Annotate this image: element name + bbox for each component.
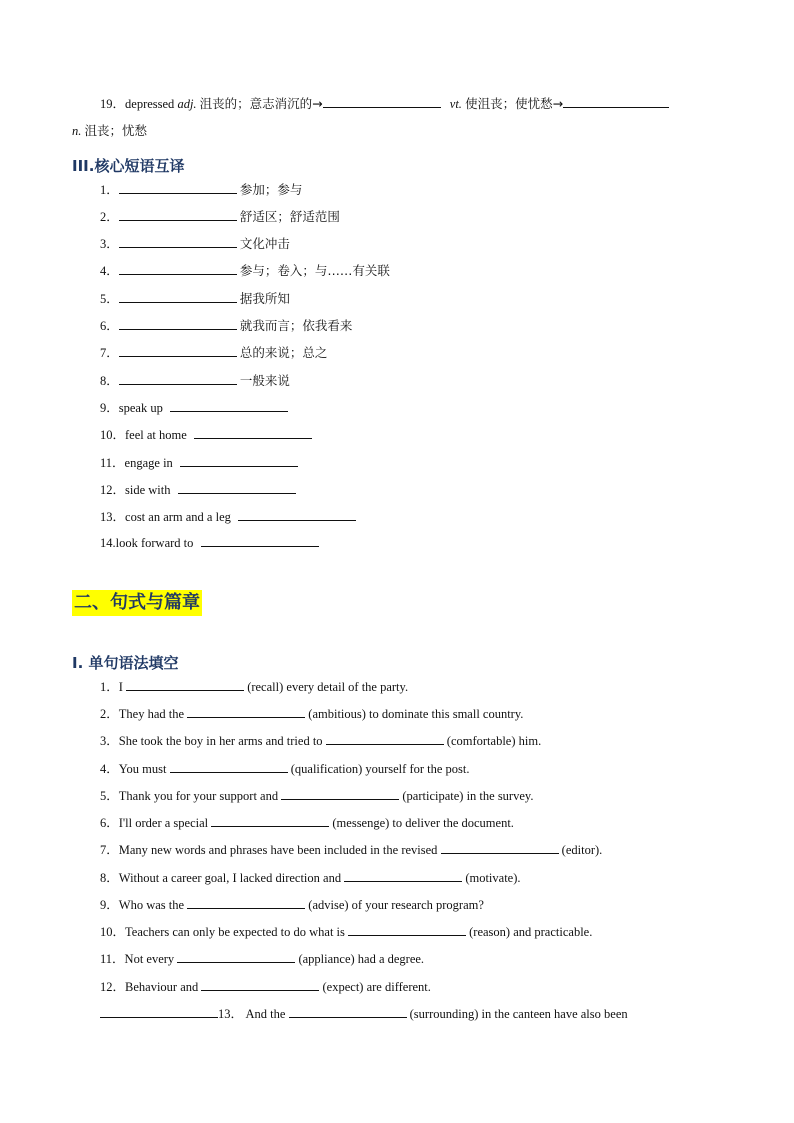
phrase-meaning: 一般来说 [239,373,290,388]
section-heading-sentences: 二、句式与篇章 [72,590,202,616]
grammar-item [100,705,523,723]
answer-blank[interactable] [194,426,312,439]
answer-blank[interactable] [238,508,356,521]
answer-blank[interactable] [100,1005,218,1018]
item-number: 5． [100,292,119,306]
item-number: 13． [218,1007,244,1021]
sentence-start: I'll order a special [118,816,209,830]
answer-blank[interactable] [119,208,237,221]
phrase-text: cost an arm and a leg [125,510,231,524]
item-number: 10． [100,428,126,442]
answer-blank[interactable] [211,814,329,827]
phrase-item [100,208,340,226]
vocab-word: depressed [125,97,175,111]
grammar-item [100,841,602,859]
item-number: 7． [100,346,119,360]
answer-blank[interactable] [441,841,559,854]
answer-blank[interactable] [119,235,237,248]
answer-blank[interactable] [119,262,237,275]
answer-blank[interactable] [323,95,441,108]
sentence-end: (surrounding) in the canteen have also been [409,1007,628,1021]
grammar-item [100,760,470,778]
sentence-end: (motivate). [465,871,521,885]
sentence-start: You must [118,762,167,776]
answer-blank[interactable] [201,978,319,991]
item-number: 9． [100,898,119,912]
phrase-text: side with [125,483,171,497]
phrase-text: speak up [118,401,163,415]
answer-blank[interactable] [178,481,296,494]
answer-blank[interactable] [281,787,399,800]
item-number: 6． [100,319,119,333]
phrase-item [100,399,288,417]
item-number: 1． [100,680,119,694]
sentence-start: Thank you for your support and [118,789,279,803]
answer-blank[interactable] [119,344,237,357]
section-heading-phrases: III.核心短语互译 [72,157,185,175]
answer-blank[interactable] [201,534,319,547]
answer-blank[interactable] [289,1005,407,1018]
phrase-meaning: 参加；参与 [239,182,303,197]
phrase-item [100,508,356,526]
answer-blank[interactable] [187,896,305,909]
answer-blank[interactable] [187,705,305,718]
item-number: 4． [100,264,119,278]
item-number: 13． [100,510,126,524]
item-number: 19． [100,97,126,111]
meaning: 使沮丧；使忧愁→ [465,96,564,111]
sentence-start: Behaviour and [125,980,199,994]
grammar-item [100,950,424,968]
meaning: 沮丧的；意志消沉的→ [199,96,323,111]
sentence-start: Without a career goal, I lacked direction and [118,871,342,885]
item-number: 2． [100,707,119,721]
sentence-end: (expect) are different. [322,980,431,994]
grammar-item [100,978,431,996]
item-number: 11． [100,456,125,470]
phrase-item [100,235,290,253]
item-number: 7． [100,843,119,857]
answer-blank[interactable] [344,869,462,882]
phrase-meaning: 舒适区；舒适范围 [239,209,340,224]
answer-blank[interactable] [170,399,288,412]
phrase-item [100,344,327,362]
sentence-start: She took the boy in her arms and tried to [118,734,323,748]
answer-blank[interactable] [119,181,237,194]
meaning: 沮丧；忧愁 [84,123,148,138]
sentence-end: (qualification) yourself for the post. [290,762,470,776]
sentence-start: I [118,680,123,694]
sentence-start: Teachers can only be expected to do what is [125,925,345,939]
item-number: 3． [100,237,119,251]
answer-blank[interactable] [180,454,298,467]
grammar-item [100,732,541,750]
grammar-item [100,787,533,805]
answer-blank[interactable] [126,678,244,691]
phrase-item [100,290,290,308]
sentence-start: Not every [124,952,175,966]
phrase-meaning: 文化冲击 [239,236,290,251]
answer-blank[interactable] [119,372,237,385]
answer-blank[interactable] [326,732,444,745]
sentence-start: Who was the [118,898,185,912]
vocab-item-19-cont [72,122,147,140]
answer-blank[interactable] [563,95,669,108]
sentence-end: (messenge) to deliver the document. [332,816,514,830]
phrase-item [100,372,290,390]
sentence-start: Many new words and phrases have been included in the revised [118,843,438,857]
phrase-meaning: 参与；卷入；与……有关联 [239,263,390,278]
phrase-meaning: 总的来说；总之 [239,345,328,360]
item-number: 12． [100,980,126,994]
phrase-text: feel at home [125,428,187,442]
subsection-heading-grammar: I. 单句语法填空 [72,654,179,672]
grammar-item [100,896,484,914]
phrase-item [100,454,298,472]
answer-blank[interactable] [119,317,237,330]
item-number: 8． [100,871,119,885]
item-number: 9． [100,401,119,415]
answer-blank[interactable] [177,950,295,963]
sentence-end: (editor). [561,843,603,857]
grammar-item [100,678,408,696]
phrase-item [100,426,312,444]
grammar-item [100,923,592,941]
sentence-end: (comfortable) him. [446,734,542,748]
part-of-speech: n. [72,124,82,138]
item-number: 11． [100,952,125,966]
grammar-item [100,814,514,832]
phrase-item [100,481,296,499]
item-number: 14. [100,536,116,550]
grammar-item [100,869,521,887]
item-number: 12． [100,483,126,497]
phrase-item [100,262,390,280]
phrase-meaning: 就我而言；依我看来 [239,318,353,333]
phrase-meaning: 据我所知 [239,291,290,306]
part-of-speech: vt. [449,97,462,111]
item-number: 2． [100,210,119,224]
phrase-item [100,181,302,199]
item-number: 1． [100,183,119,197]
item-number: 5． [100,789,119,803]
sentence-start: They had the [118,707,185,721]
item-number: 4． [100,762,119,776]
grammar-item [100,1005,628,1023]
item-number: 3． [100,734,119,748]
sentence-end: (appliance) had a degree. [298,952,425,966]
sentence-end: (participate) in the survey. [402,789,534,803]
sentence-end: (reason) and practicable. [469,925,593,939]
item-number: 6． [100,816,119,830]
vocab-item-19 [100,95,669,113]
phrase-item [100,317,352,335]
sentence-end: (advise) of your research program? [308,898,484,912]
item-number: 8． [100,374,119,388]
sentence-start: And the [245,1007,286,1021]
answer-blank[interactable] [170,760,288,773]
answer-blank[interactable] [348,923,466,936]
phrase-text: engage in [124,456,173,470]
answer-blank[interactable] [119,290,237,303]
phrase-text: look forward to [115,536,194,550]
sentence-end: (recall) every detail of the party. [247,680,409,694]
part-of-speech: adj. [177,97,197,111]
phrase-item [100,534,319,552]
item-number: 10． [100,925,126,939]
sentence-end: (ambitious) to dominate this small country. [308,707,524,721]
